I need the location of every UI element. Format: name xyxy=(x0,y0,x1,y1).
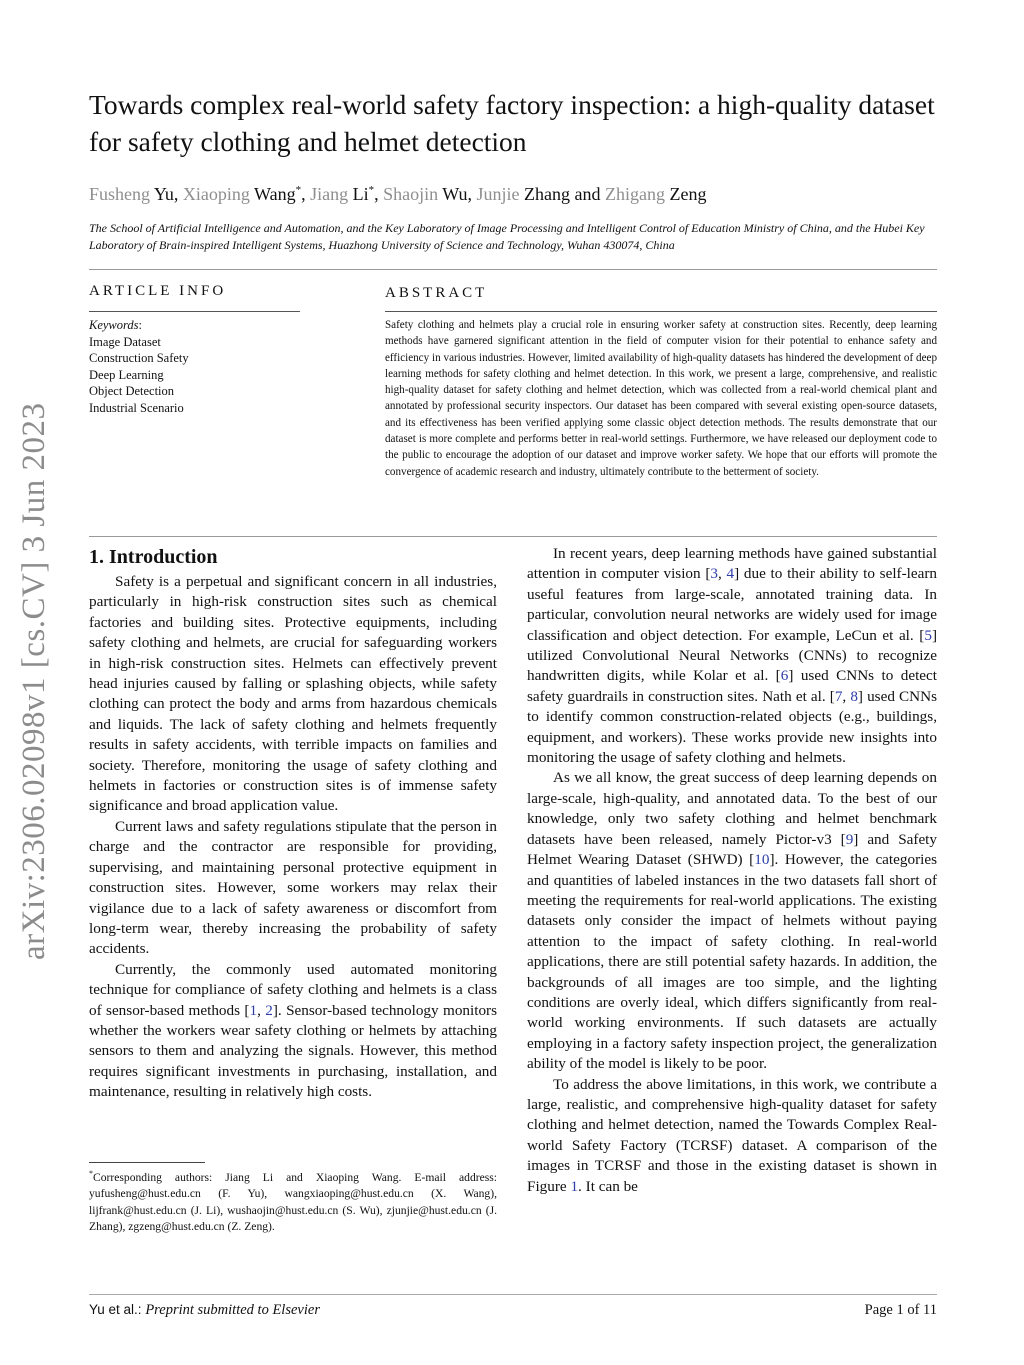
citation-link[interactable]: 2 xyxy=(265,1001,273,1019)
corresponding-mark: * xyxy=(368,184,375,196)
divider-body xyxy=(89,536,937,537)
paper-title: Towards complex real-world safety factory inspection: a high-quality dataset for safety clothing and helmet detection xyxy=(89,89,935,157)
author-family-name: Wu xyxy=(442,184,468,204)
citation-link[interactable]: 1 xyxy=(570,1177,579,1195)
paragraph: As we all know, the great success of deep learning depends on large-scale, high-quality, and annotated data. To the best of our knowledge, only two safety clothing and helmet benchmark datasets have been released, namely Pictor-v3 [9] and Safety Helmet Wearing Dataset (SHWD) [10]. However, the categories and quantities of labeled instances in the two datasets fall short of meeting the requirements for real-world applications. The existing datasets only consider the impact of helmets without paying attention to the impact of safety clothing. In real-world applications, there are still potential safety hazards. In addition, the backgrounds of all images are too simple, and the lighting conditions are overly ideal, which differs significantly from real-world working environments. If such datasets are actually employing in a factory safety inspection project, the generalization ability of the model is likely to be poor. xyxy=(527,769,938,1073)
paragraph: Current laws and safety regulations stipulate that the person in charge and the contractor are responsible for providing, supervising, and maintaining personal protective equipment in construction sites. However, some workers may relax their vigilance due to a lack of safety awareness or discomfort from long-term wear, thereby increasing the probability of safety accidents. xyxy=(89,817,497,958)
arxiv-stamp: arXiv:2306.02098v1 [cs.CV] 3 Jun 2023 xyxy=(16,402,52,960)
affiliation: The School of Artificial Intelligence and Automation, and the Key Laboratory of Image Processing and Intelligent Control of Education Ministry of China, and the Hubei Key Laboratory of Brain-inspired Intelligent Systems, Huazhong University of Science and Technology, Wuhan 430074, China xyxy=(89,221,925,252)
page-number: Page 1 of 11 xyxy=(864,1302,937,1318)
author-family-name: Zeng xyxy=(669,184,707,204)
abstract-text: Safety clothing and helmets play a crucial role in ensuring worker safety at construction sites. Recently, deep learning methods have garnered significant attention in the field of computer vision for their potential to enhance safety and efficiency in various industries. However, limited availability of high-quality datasets has hindered the development of deep learning methods for safety clothing and helmet detection. In this work, we present a large, comprehensive, and realistic high-quality dataset for safety clothing and helmet detection, which was collected from a real-world chemical plant and annotated by professional security inspectors. Our dataset has been compared with several existing open-source datasets, and its effectiveness has been verified applying some classic object detection methods. The results demonstrate that our dataset is more complete and performs better in real-world settings. Furthermore, we have released our deployment code to the public to encourage the adoption of our dataset and improve worker safety. We hope that our efforts will promote the convergence of academic research and industry, ultimately contribute to the betterment of society. xyxy=(385,319,937,478)
citation-link[interactable]: 6 xyxy=(780,667,789,685)
paragraph: Currently, the commonly used automated monitoring technique for compliance of safety clothing and helmets is a class of sensor-based methods [1, 2]. Sensor-based technology monitors whether the workers wear safety clothing or helmets by attaching sensors to them and analyzing the signals. However, this method requires significant investments in purchasing, installation, and maintenance, resulting in relatively high costs. xyxy=(89,960,498,1101)
abstract-heading: ABSTRACT xyxy=(385,285,488,301)
footer-left: Yu et al.: Preprint submitted to Elsevier xyxy=(89,1302,320,1318)
citation-link[interactable]: 1 xyxy=(249,1001,258,1019)
footer-journal: Preprint submitted to Elsevier xyxy=(145,1302,320,1318)
author-given-name: Shaojin xyxy=(383,184,443,204)
keyword: Object Detection xyxy=(89,384,175,398)
citation-link[interactable]: 9 xyxy=(845,830,854,848)
keywords-block: Keywords: Image Dataset Construction Safety Deep Learning Object Detection Industrial Scenario xyxy=(89,317,304,416)
citation-link[interactable]: 10 xyxy=(754,851,770,869)
footnote-mark: * xyxy=(89,1169,93,1178)
keyword: Industrial Scenario xyxy=(89,400,184,415)
author-family-name: Wang xyxy=(254,184,296,204)
section-heading-introduction: 1. Introduction xyxy=(89,546,218,568)
paragraph: To address the above limitations, in this work, we contribute a large, realistic, and comprehensive high-quality dataset for safety clothing and helmet detection, named the Towards Complex Real-world Safety Factory (TCRSF) dataset. A comparison of the images in TCRSF and those in the existing dataset is shown in Figure 1. It can be xyxy=(527,1075,937,1195)
footnote-rule xyxy=(89,1162,205,1163)
author-list: Fusheng Yu, Xiaoping Wang*, Jiang Li*, Shaojin Wu, Junjie Zhang and Zhigang Zeng xyxy=(89,184,707,204)
citation-link[interactable]: 3 xyxy=(710,565,718,583)
author-given-name: Jiang xyxy=(310,184,353,204)
author-given-name: Xiaoping xyxy=(182,184,255,204)
author-given-name: Zhigang xyxy=(605,184,670,204)
keyword: Construction Safety xyxy=(89,351,189,365)
keyword: Deep Learning xyxy=(89,367,164,382)
right-column xyxy=(527,544,937,1197)
author-given-name: Junjie xyxy=(476,184,525,204)
keyword: Image Dataset xyxy=(89,334,161,349)
article-info-rule xyxy=(89,311,300,312)
keywords-list xyxy=(89,334,304,417)
left-column xyxy=(89,572,497,1103)
author-family-name: Yu xyxy=(153,184,174,204)
abstract-rule xyxy=(385,311,937,312)
author-given-name: Fusheng xyxy=(89,184,154,204)
footer-author: Yu et al. xyxy=(89,1302,138,1317)
paragraph: Safety is a perpetual and significant concern in all industries, particularly in high-risk construction sites such as chemical factories and building sites. Protective equipments, including safety clothing and helmets, are crucial for safeguarding workers in high-risk construction sites. Helmets can effectively prevent head injuries caused by falling or splashing objects, while safety clothing can protect the body and arms from hazardous chemicals and liquids. The lack of safety clothing and helmets frequently results in safety accidents, with terrible impacts on families and society. Therefore, monitoring the usage of safety clothing and helmets in factories or construction sites is of immense safety significance and broad application value. xyxy=(89,573,497,815)
footnote xyxy=(89,1166,497,1236)
citation-link[interactable]: 5 xyxy=(924,626,932,644)
author-family-name: Zhang xyxy=(524,184,571,204)
divider-top xyxy=(89,269,937,270)
corresponding-mark: * xyxy=(295,184,302,196)
citation-link[interactable]: 8 xyxy=(850,687,858,705)
article-info-heading: ARTICLE INFO xyxy=(89,283,227,299)
citation-link[interactable]: 4 xyxy=(726,565,735,583)
citation-link[interactable]: 7 xyxy=(834,687,843,705)
paragraph: In recent years, deep learning methods have gained substantial attention in computer vision [3, 4] due to their ability to self-learn useful features from large-scale, annotated training data. In particular, convolution neural networks are widely used for image classification and object detection. For example, LeCun et al. [5] utilized Convolutional Neural Networks (CNNs) to recognize handwritten digits, while Kolar et al. [6] used CNNs to detect safety guardrails in construction sites. Nath et al. [7, 8] used CNNs to identify common construction-related objects (e.g., buildings, equipment, and workers). These works provide new insights into monitoring the usage of safety clothing and helmets. xyxy=(527,545,938,767)
keywords-label: Keywords xyxy=(89,318,139,332)
footer-rule xyxy=(89,1294,937,1295)
author-family-name: Li xyxy=(352,184,369,204)
footnote-text: Corresponding authors: Jiang Li and Xiaoping Wang. E-mail address: yufusheng@hust.edu.cn (F. Yu), wangxiaoping@hust.edu.cn (X. Wang), lijfrank@hust.edu.cn (J. Li), wushaojin@hust.edu.cn (S. Wu), zjunjie@hust.edu.cn (J. Zhang), zgzeng@hust.edu.cn (Z. Zeng). xyxy=(89,1170,497,1234)
